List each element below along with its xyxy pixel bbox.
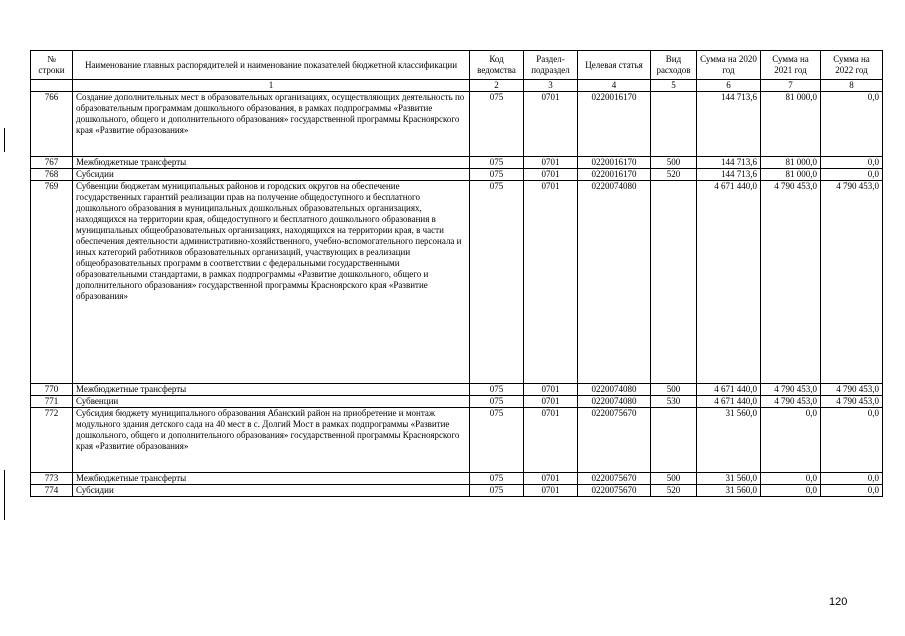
row-expense: [651, 181, 697, 384]
header-sum-2022: Сумма на 2022 год: [821, 51, 883, 80]
row-sum-2021: 0,0: [761, 473, 821, 485]
column-number: 6: [697, 80, 761, 92]
row-sum-2021: 4 790 453,0: [761, 181, 821, 384]
column-number: 4: [578, 80, 651, 92]
row-sum-2020: 31 560,0: [697, 408, 761, 473]
row-section: 0701: [524, 169, 578, 181]
row-sum-2020: 4 671 440,0: [697, 396, 761, 408]
row-sum-2022: 4 790 453,0: [821, 396, 883, 408]
row-name: Субсидии: [73, 485, 470, 497]
row-target: 0220074080: [578, 181, 651, 384]
row-name: Субсидия бюджету муниципального образования Абанский район на приобретение и монтаж модульного здания детского сада на 40 мест в с. Долгий Мост в рамках подпрограммы «Развитие дошкольного, общего и дополнительного образования» государственной программы Красноярского края «Развитие образования»: [73, 408, 470, 473]
row-sum-2021: 81 000,0: [761, 92, 821, 157]
table-header-row: [31, 51, 883, 80]
table-row: [31, 157, 883, 169]
row-target: 0220016170: [578, 169, 651, 181]
row-sum-2020: 144 713,6: [697, 169, 761, 181]
row-sum-2022: 4 790 453,0: [821, 181, 883, 384]
column-number: 5: [651, 80, 697, 92]
row-target: 0220075670: [578, 485, 651, 497]
row-sum-2022: 0,0: [821, 485, 883, 497]
column-number: [31, 80, 73, 92]
row-sum-2021: 0,0: [761, 485, 821, 497]
table-row: [31, 473, 883, 485]
column-number: 3: [524, 80, 578, 92]
row-section: 0701: [524, 408, 578, 473]
header-expense-type: Вид расходов: [651, 51, 697, 80]
row-expense: 520: [651, 169, 697, 181]
row-expense: 500: [651, 157, 697, 169]
row-number: 766: [31, 92, 73, 157]
row-name: Межбюджетные трансферты: [73, 473, 470, 485]
budget-table: [30, 50, 883, 497]
row-dept: 075: [470, 169, 524, 181]
row-expense: 500: [651, 384, 697, 396]
row-sum-2021: 81 000,0: [761, 169, 821, 181]
row-dept: 075: [470, 485, 524, 497]
row-name: Создание дополнительных мест в образовательных организациях, осуществляющих деятельность по образовательным программам дошкольного образования, в рамках подпрограммы «Развитие дошкольного, общего и дополнительного образования» государственной программы Красноярского края «Развитие образования»: [73, 92, 470, 157]
row-section: 0701: [524, 384, 578, 396]
row-expense: 500: [651, 473, 697, 485]
row-dept: 075: [470, 181, 524, 384]
table-row: [31, 408, 883, 473]
header-dept-code: Код ведомства: [470, 51, 524, 80]
row-number: 772: [31, 408, 73, 473]
row-sum-2021: 0,0: [761, 408, 821, 473]
row-sum-2022: 4 790 453,0: [821, 384, 883, 396]
column-number: 7: [761, 80, 821, 92]
row-sum-2020: 31 560,0: [697, 473, 761, 485]
row-section: 0701: [524, 92, 578, 157]
row-sum-2020: 144 713,6: [697, 92, 761, 157]
page-number: 120: [829, 596, 848, 608]
column-number: 1: [73, 80, 470, 92]
header-row-number: № строки: [31, 51, 73, 80]
header-target: Целевая статья: [578, 51, 651, 80]
row-sum-2021: 81 000,0: [761, 157, 821, 169]
row-section: 0701: [524, 473, 578, 485]
row-expense: 530: [651, 396, 697, 408]
row-sum-2022: 0,0: [821, 157, 883, 169]
row-target: 0220075670: [578, 473, 651, 485]
column-number: 8: [821, 80, 883, 92]
row-number: 774: [31, 485, 73, 497]
row-dept: 075: [470, 396, 524, 408]
row-name: Субсидии: [73, 169, 470, 181]
row-sum-2021: 4 790 453,0: [761, 384, 821, 396]
row-name: Субвенции бюджетам муниципальных районов и городских округов на обеспечение государственных гарантий реализации прав на получение общедоступного и бесплатного дошкольного образования в муниципальных дошкольных образовательных организациях, находящихся на территории края, общедоступного и бесплатного дошкольного образования в муниципальных общеобразовательных организациях, находящихся на территории края, в части обеспечения деятельности административно-хозяйственного, учебно-вспомогательного персонала и иных категорий работников образовательных организаций, участвующих в реализации общеобразовательных программ в соответствии с федеральными государственными образовательными стандартами, в рамках подпрограммы «Развитие дошкольного, общего и дополнительного образования» государственной программы Красноярского края «Развитие образования»: [73, 181, 470, 384]
row-sum-2022: 0,0: [821, 169, 883, 181]
header-sum-2021: Сумма на 2021 год: [761, 51, 821, 80]
row-section: 0701: [524, 181, 578, 384]
header-section: Раздел-подраздел: [524, 51, 578, 80]
row-section: 0701: [524, 396, 578, 408]
row-number: 767: [31, 157, 73, 169]
row-expense: [651, 408, 697, 473]
row-number: 771: [31, 396, 73, 408]
row-target: 0220074080: [578, 396, 651, 408]
table-row: [31, 169, 883, 181]
row-dept: 075: [470, 157, 524, 169]
header-name: Наименование главных распорядителей и наименование показателей бюджетной классификации: [73, 51, 470, 80]
row-section: 0701: [524, 157, 578, 169]
row-sum-2020: 31 560,0: [697, 485, 761, 497]
row-name: Межбюджетные трансферты: [73, 384, 470, 396]
row-section: 0701: [524, 485, 578, 497]
row-dept: 075: [470, 473, 524, 485]
row-sum-2020: 4 671 440,0: [697, 384, 761, 396]
table-row: [31, 384, 883, 396]
row-number: 769: [31, 181, 73, 384]
row-number: 773: [31, 473, 73, 485]
row-name: Межбюджетные трансферты: [73, 157, 470, 169]
table-row: [31, 485, 883, 497]
margin-mark-bottom: [4, 470, 5, 520]
row-sum-2020: 4 671 440,0: [697, 181, 761, 384]
row-target: 0220074080: [578, 384, 651, 396]
table-row: [31, 181, 883, 384]
header-sum-2020: Сумма на 2020 год: [697, 51, 761, 80]
row-number: 770: [31, 384, 73, 396]
row-expense: 520: [651, 485, 697, 497]
row-number: 768: [31, 169, 73, 181]
row-target: 0220016170: [578, 92, 651, 157]
row-dept: 075: [470, 92, 524, 157]
column-number: 2: [470, 80, 524, 92]
row-target: 0220016170: [578, 157, 651, 169]
row-dept: 075: [470, 384, 524, 396]
table-row: [31, 396, 883, 408]
column-number-row: [31, 80, 883, 92]
row-dept: 075: [470, 408, 524, 473]
row-target: 0220075670: [578, 408, 651, 473]
row-sum-2021: 4 790 453,0: [761, 396, 821, 408]
row-sum-2022: 0,0: [821, 408, 883, 473]
margin-mark-top: [4, 128, 5, 152]
row-name: Субвенции: [73, 396, 470, 408]
row-expense: [651, 92, 697, 157]
row-sum-2022: 0,0: [821, 473, 883, 485]
row-sum-2022: 0,0: [821, 92, 883, 157]
row-sum-2020: 144 713,6: [697, 157, 761, 169]
table-row: [31, 92, 883, 157]
